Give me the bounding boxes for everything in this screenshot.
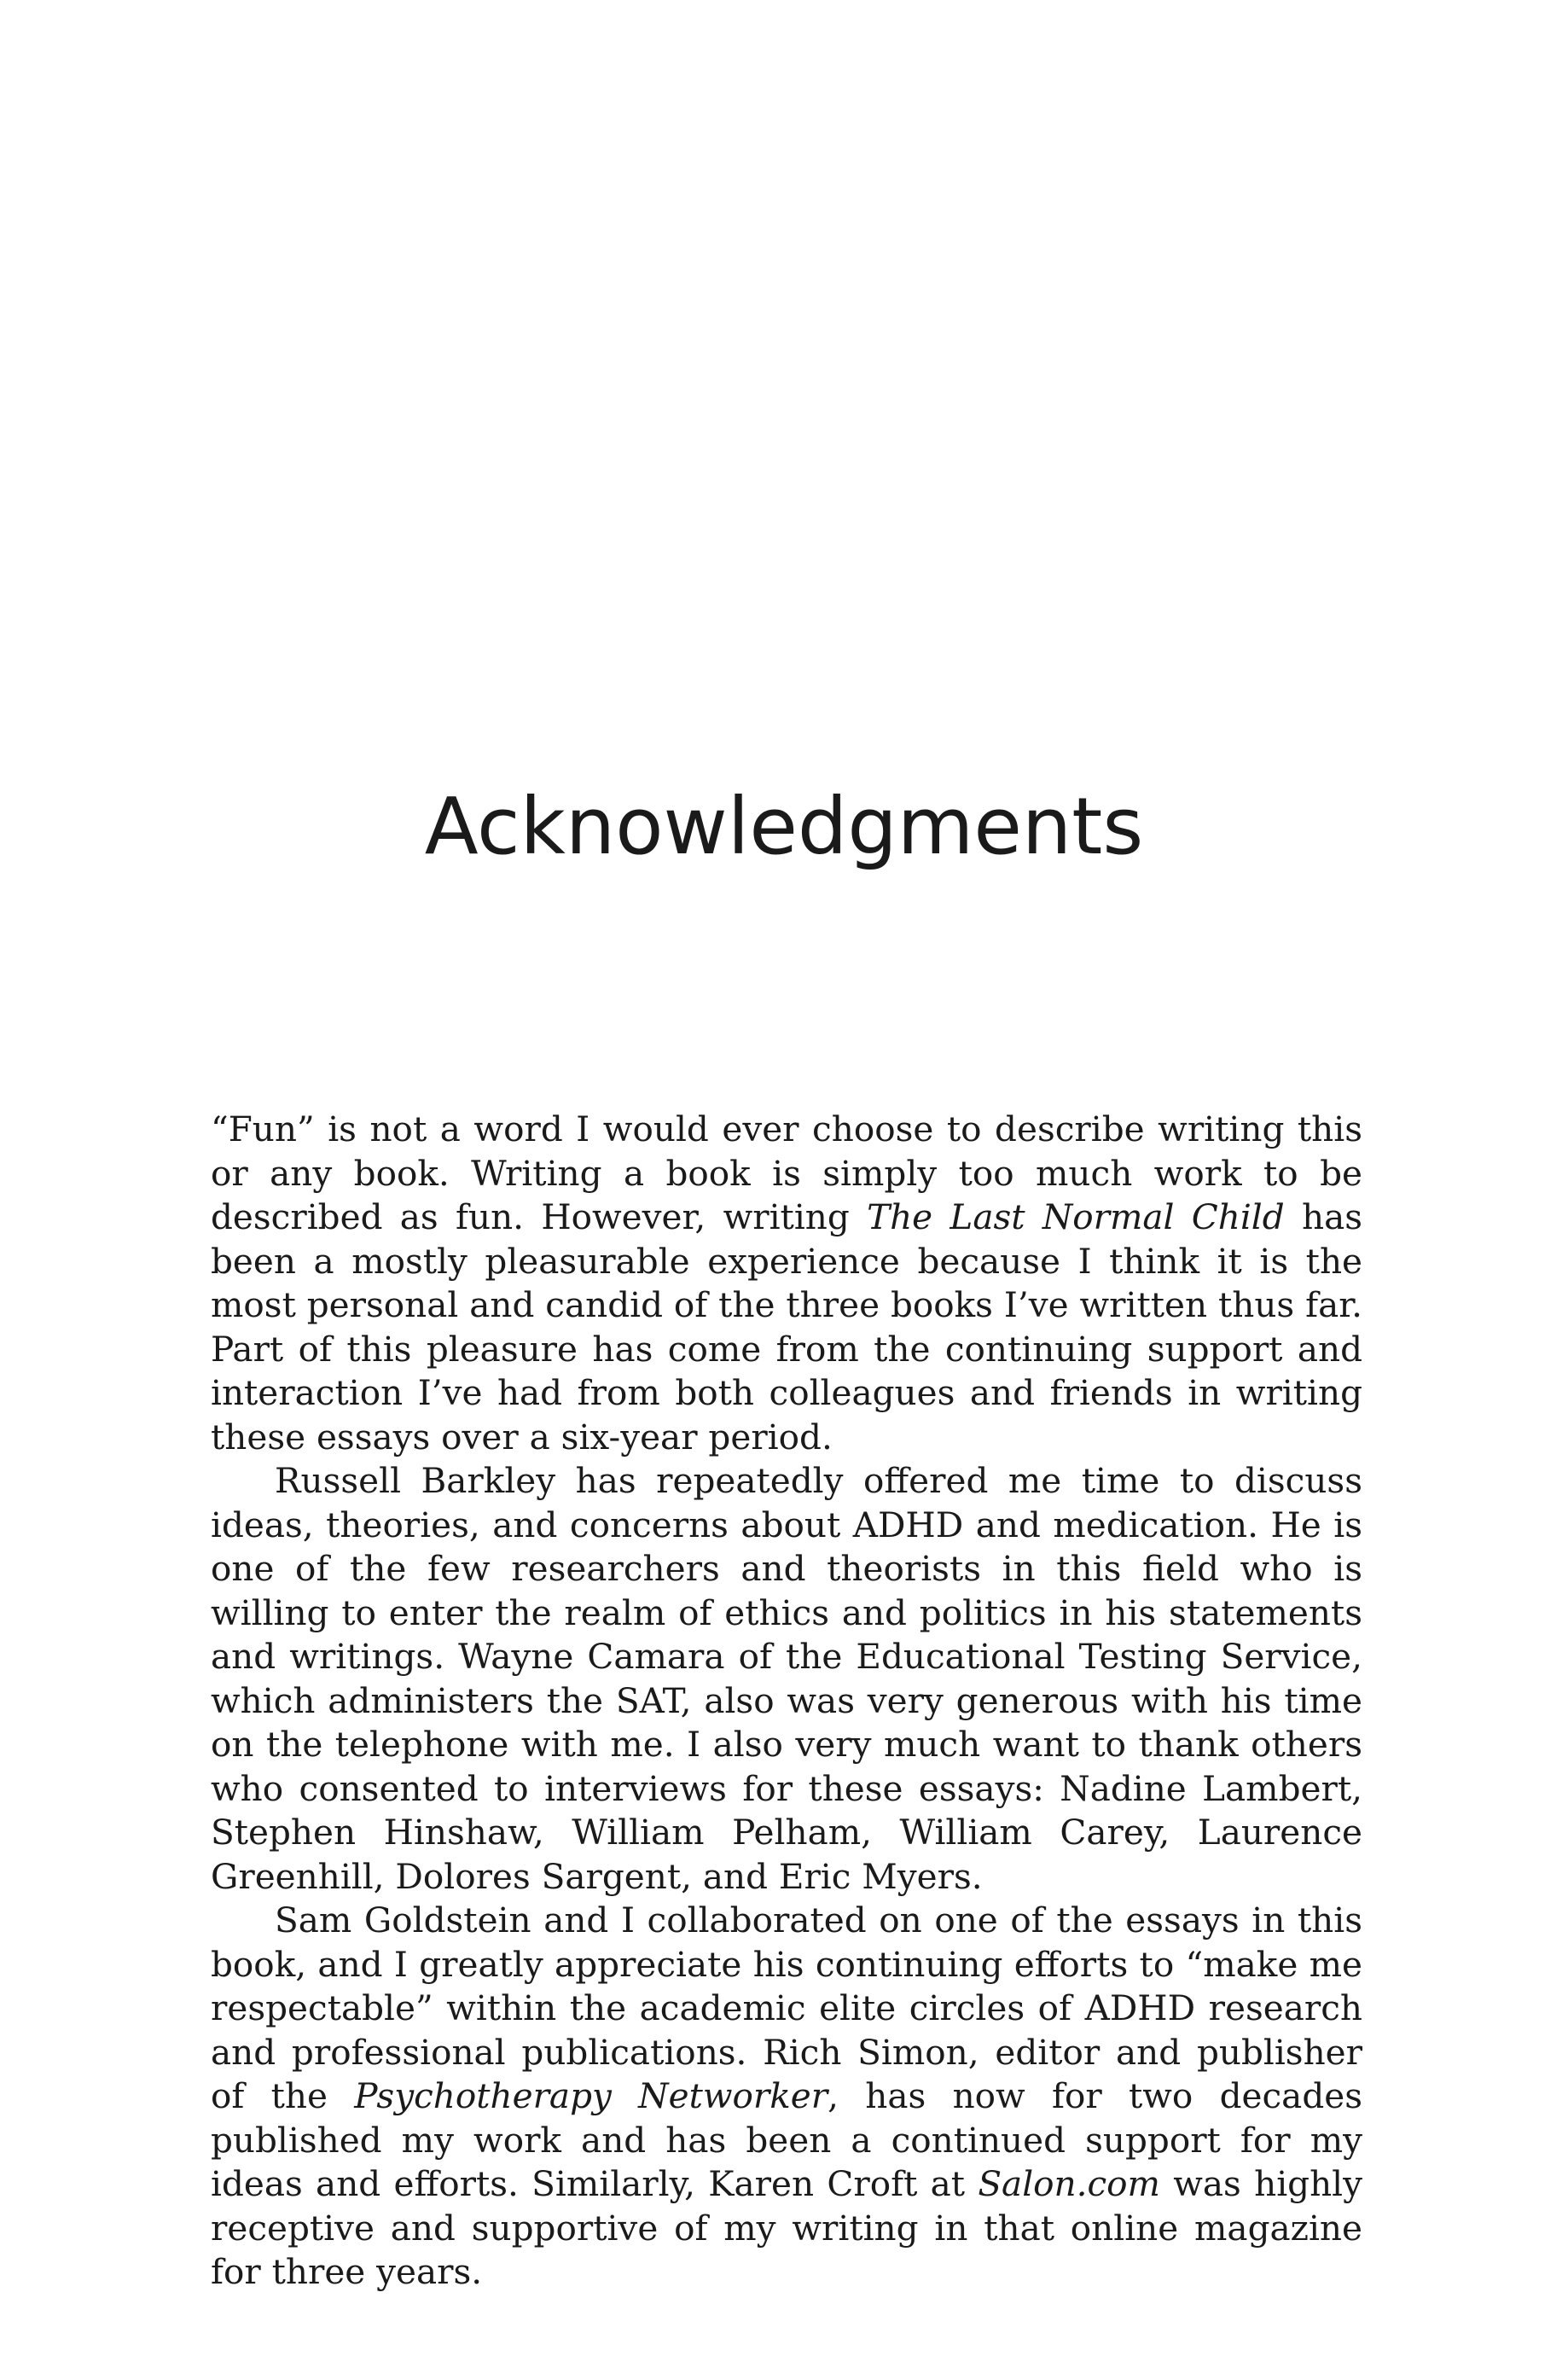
publication-title-italic: Psychotherapy Networker <box>354 2075 828 2116</box>
paragraph-3-text-e: was highly receptive and supportive of my writing in that online magazine for three years. <box>211 2163 1362 2292</box>
chapter-title: Acknowledgments <box>424 781 1144 872</box>
acknowledgments-body <box>211 1108 1362 2295</box>
paragraph-1-text-a: “Fun” is not a word I would ever choose to describe writing this or any book. Writing a book is simply too much work to be described as fun. However, writing <box>211 1108 1362 1237</box>
paragraph-3 <box>211 1899 1362 2295</box>
book-title-italic: The Last Normal Child <box>867 1196 1285 1237</box>
paragraph-1-text-c: has been a mostly pleasurable experience because I think it is the most personal and candid of the three books I’ve written thus far. Part of this pleasure has come from the continuing support and interaction I’ve had from both colleagues and friends in writing these essays over a six-year period. <box>211 1196 1363 1457</box>
paragraph-3-text-c: , has now for two decades published my work and has been a continued support for my ideas and efforts. Similarly, Karen Croft at <box>211 2075 1362 2204</box>
paragraph-3-text-a: Sam Goldstein and I collaborated on one of the essays in this book, and I greatly appreciate his continuing efforts to “make me respectable” within the academic elite circles of ADHD research and professional publications. Rich Simon, editor and publisher of the <box>211 1900 1362 2116</box>
paragraph-2: Russell Barkley has repeatedly offered me time to discuss ideas, theories, and concerns about ADHD and medication. He is one of the few researchers and theorists in this field who is willing to enter the realm of ethics and politics in his statements and writings. Wayne Camara of the Educational Testing Service, which administers the SAT, also was very generous with his time on the telephone with me. I also very much want to thank others who consented to interviews for these essays: Nadine Lambert, Stephen Hinshaw, William Pelham, William Carey, Laurence Greenhill, Dolores Sargent, and Eric Myers. <box>211 1460 1362 1897</box>
website-name-italic: Salon.com <box>978 2163 1160 2204</box>
paragraph-1 <box>211 1108 1362 1459</box>
